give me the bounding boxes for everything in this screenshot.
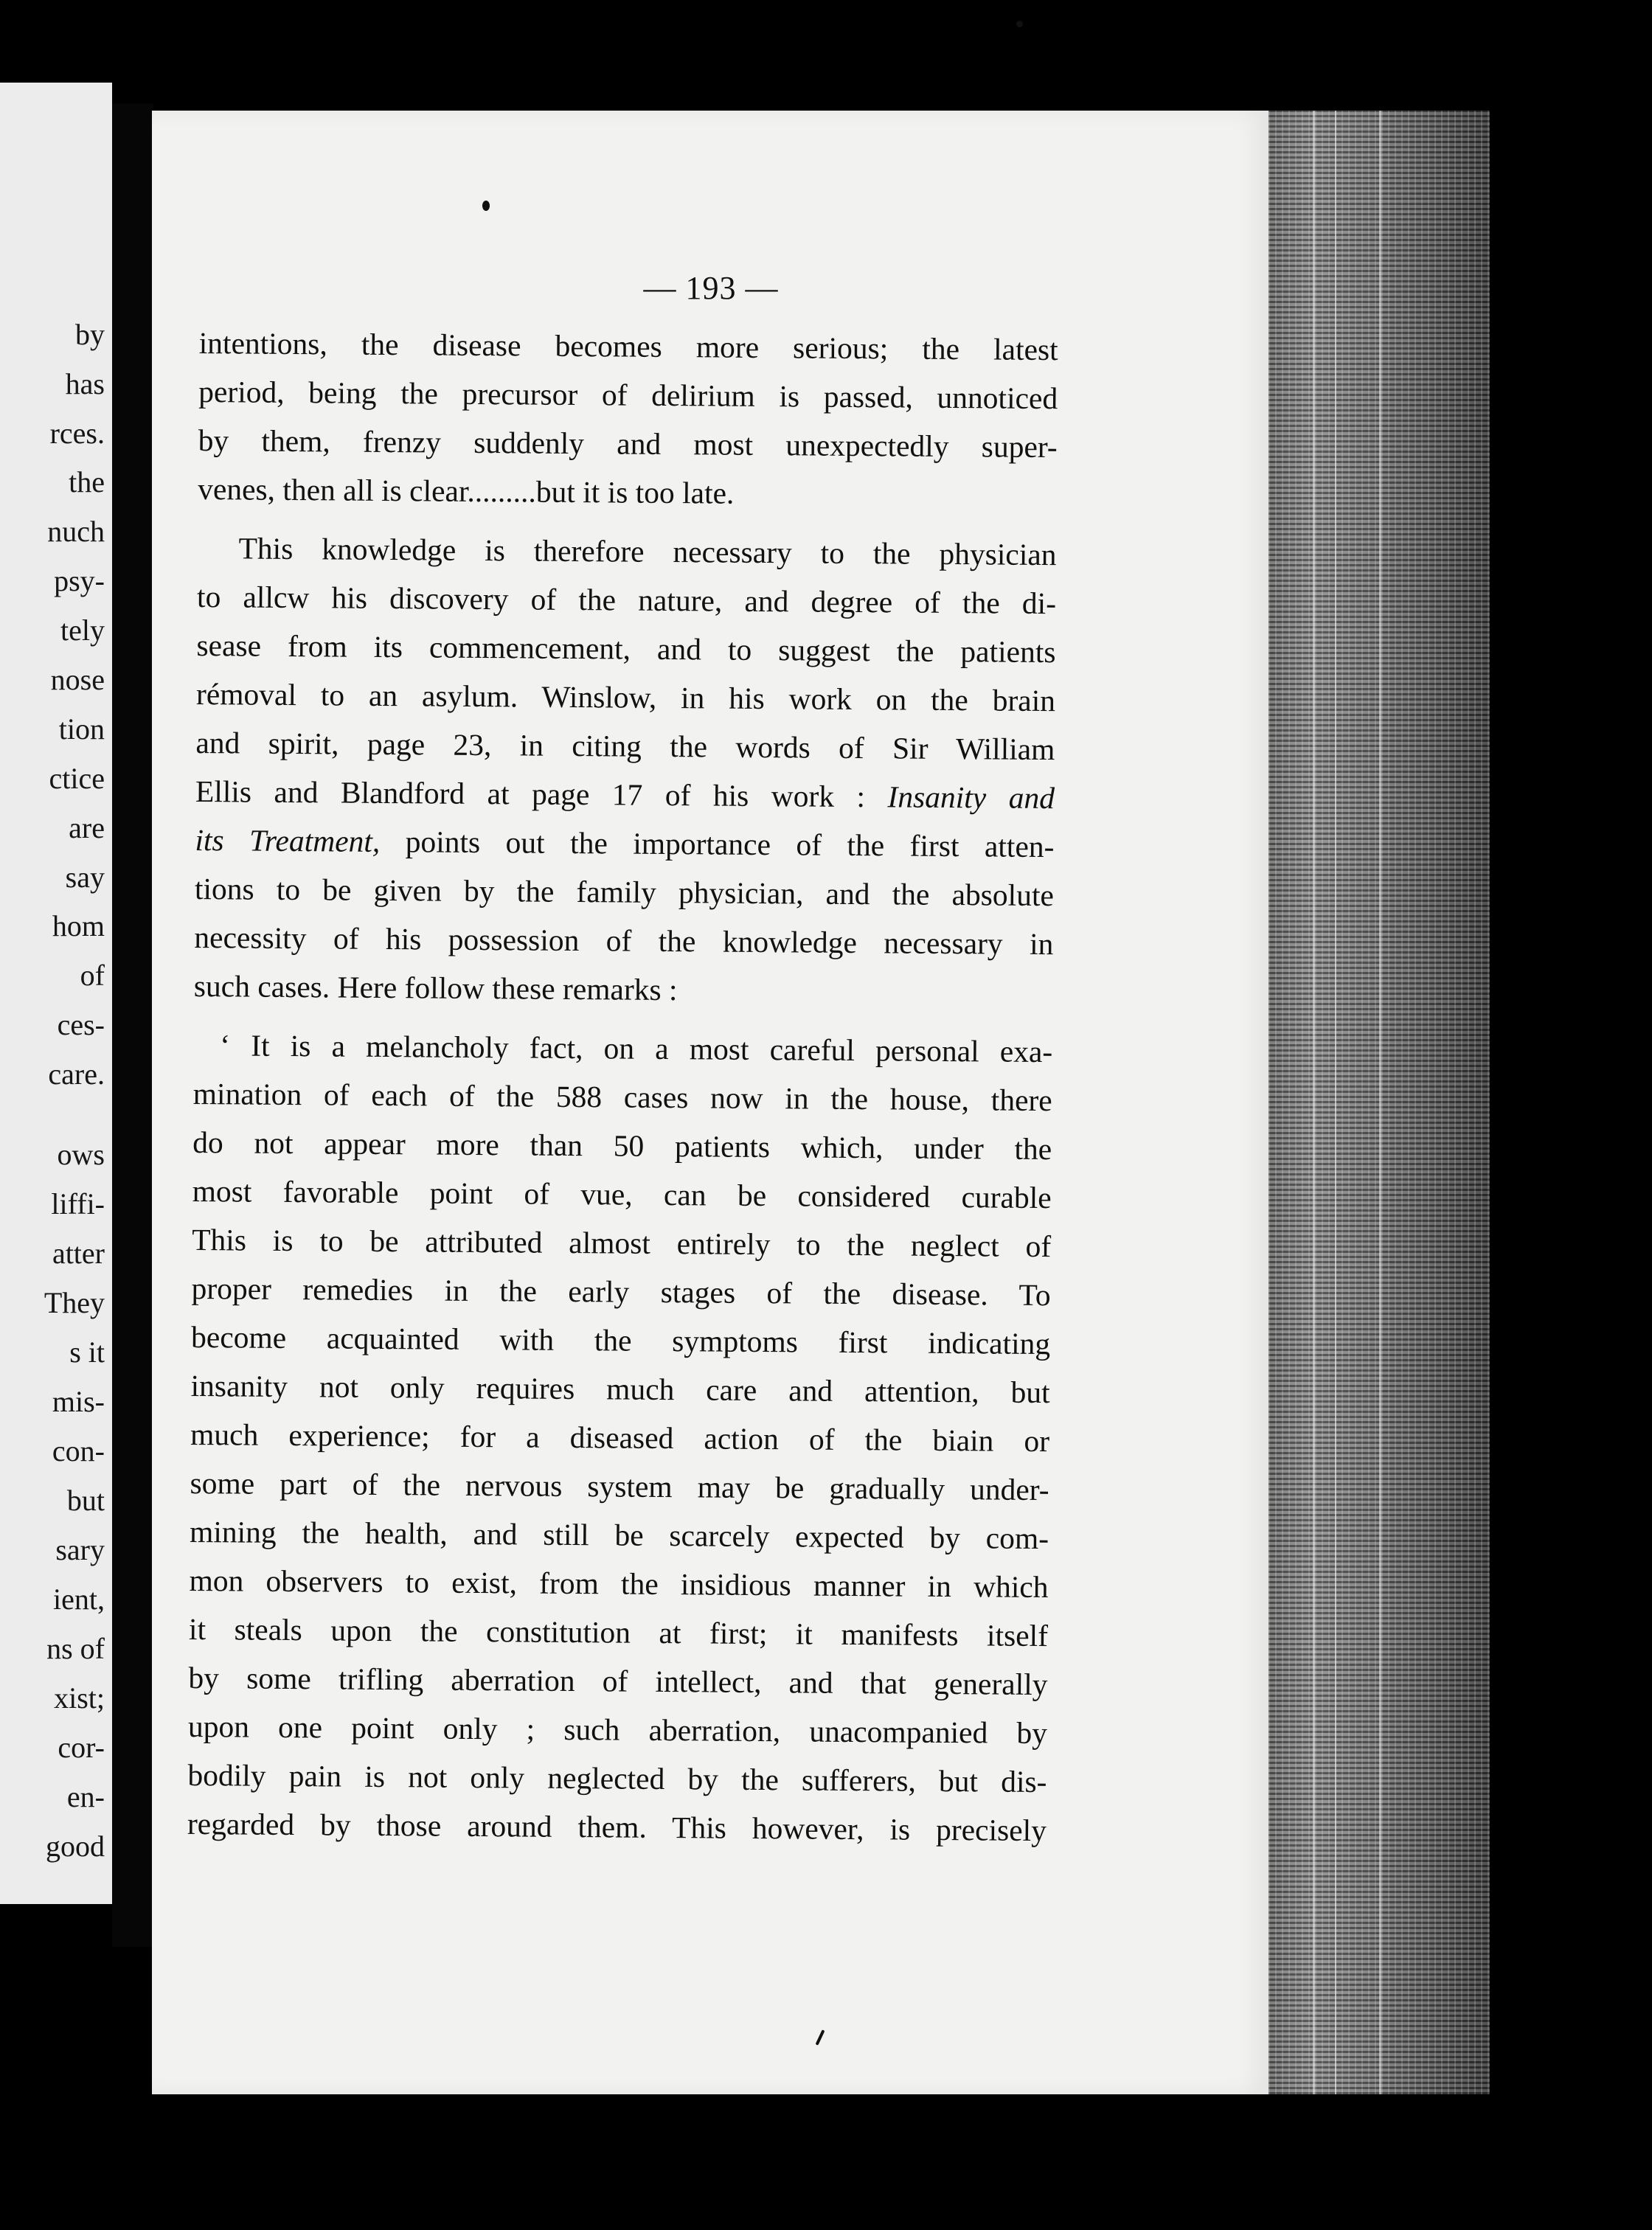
text-line: some part of the nervous system may be gradually under- — [190, 1465, 1049, 1507]
ink-speck — [482, 201, 490, 211]
left-page-fragment: mis- — [52, 1385, 105, 1418]
left-page-fragment: s it — [69, 1335, 105, 1369]
left-page-fragment: good — [46, 1830, 105, 1863]
paragraph — [194, 524, 1057, 1017]
book-gutter — [112, 103, 153, 1947]
text-line-with-italic — [195, 767, 1055, 822]
left-facing-page — [0, 83, 112, 1904]
page-number: — 193 — — [643, 270, 779, 306]
page-edge-line — [1313, 111, 1315, 2094]
left-page-fragment: of — [80, 959, 105, 992]
page-body — [187, 319, 1058, 1855]
page-edge-line — [1335, 111, 1336, 2094]
text-line: most favorable point of vue, can be considered curable — [192, 1173, 1052, 1215]
text-line: mination of each of the 588 cases now in the house, there — [192, 1076, 1052, 1118]
left-page-fragment: cor- — [58, 1731, 105, 1764]
text-line: and spirit, page 23, in citing the words of Sir William — [195, 725, 1055, 767]
left-page-fragment: care. — [48, 1057, 105, 1091]
left-page-fragment: nose — [50, 663, 105, 696]
left-page-fragment: psy- — [54, 564, 105, 597]
left-page-fragment: ctice — [49, 762, 105, 795]
page-edge-line — [1379, 111, 1381, 2094]
left-page-fragment: ient, — [53, 1583, 105, 1616]
left-page-fragment: sary — [55, 1533, 105, 1566]
text-line: tions to be given by the family physician, and the absolute — [194, 871, 1055, 913]
text-line: it steals upon the constitution at first; it manifests itself — [188, 1611, 1049, 1653]
left-page-fragment: en- — [66, 1780, 105, 1813]
text-line: This knowledge is therefore necessary to the physician — [238, 531, 1057, 572]
text-line: venes, then all is clear.........but it is too late. — [198, 471, 735, 510]
text-line: by them, frenzy suddenly and most unexpectedly super- — [198, 423, 1058, 465]
text-line: to allcw his discovery of the nature, and degree of the di- — [196, 579, 1057, 621]
left-page-fragment: say — [65, 861, 105, 894]
text-line: necessity of his possession of the knowledge necessary in — [194, 920, 1054, 962]
left-page-fragment: by — [75, 318, 105, 351]
left-page-fragment: has — [65, 367, 105, 400]
left-page-fragment: ows — [57, 1138, 105, 1171]
text-line: This is to be attributed almost entirely to the neglect of — [192, 1222, 1052, 1264]
text-line: insanity not only requires much care and attention, but — [190, 1368, 1050, 1410]
text-line: mining the health, and still be scarcely expected by com- — [189, 1514, 1049, 1556]
text-line: mon observers to exist, from the insidious manner in which — [189, 1563, 1049, 1605]
left-page-fragment: hom — [52, 909, 105, 942]
left-page-fragment: rces. — [49, 417, 105, 450]
left-page-fragment: ces- — [57, 1008, 105, 1041]
book-title-italic: its Treatment, — [195, 822, 381, 858]
text-run: Ellis and Blandford at page 17 of his work : — [195, 774, 866, 814]
text-line-with-italic — [195, 816, 1054, 871]
left-page-fragment: atter — [52, 1237, 105, 1270]
text-line: do not appear more than 50 patients which, under the — [192, 1125, 1052, 1167]
text-line: intentions, the disease becomes more serious; the latest — [198, 325, 1058, 367]
left-page-fragment: They — [44, 1286, 105, 1319]
left-page-fragment: tion — [58, 712, 105, 746]
text-line: much experience; for a diseased action of the biain or — [190, 1417, 1050, 1459]
paragraph — [198, 319, 1058, 520]
text-line: upon one point only ; such aberration, unacompanied by — [187, 1709, 1048, 1751]
text-run: points out the importance of the first atten- — [405, 824, 1055, 864]
text-line: by some trifling aberration of intellect, and that generally — [188, 1660, 1048, 1702]
text-line: such cases. Here follow these remarks : — [193, 968, 678, 1007]
book-title-italic: Insanity and — [887, 779, 1055, 816]
text-line: rémoval to an asylum. Winslow, in his work on the brain — [195, 676, 1056, 718]
ink-speck — [1016, 21, 1023, 27]
left-page-fragment: are — [69, 811, 105, 844]
left-page-fragment: con- — [52, 1434, 105, 1467]
text-line: ‘ It is a melancholy fact, on a most careful personal exa- — [220, 1028, 1053, 1069]
left-page-fragment: liffi- — [51, 1187, 105, 1220]
text-line: sease from its commencement, and to suggest the patients — [196, 628, 1056, 670]
left-page-fragment: tely — [60, 614, 105, 647]
text-line: proper remedies in the early stages of the disease. To — [191, 1271, 1051, 1313]
left-page-fragment: xist; — [54, 1681, 105, 1715]
text-line: bodily pain is not only neglected by the sufferers, but dis- — [187, 1757, 1047, 1799]
left-page-fragment: ns of — [46, 1632, 105, 1665]
page-edge-stack — [1268, 111, 1490, 2094]
quoted-paragraph — [187, 1021, 1053, 1855]
text-line: become acquainted with the symptoms first indicating — [190, 1319, 1051, 1361]
left-page-fragment: the — [69, 465, 105, 499]
left-page-fragment: nuch — [47, 515, 105, 548]
left-page-fragment: but — [66, 1484, 105, 1517]
text-line: period, being the precursor of delirium is passed, unnoticed — [198, 374, 1058, 416]
text-line: regarded by those around them. This however, is precisely — [187, 1806, 1047, 1848]
